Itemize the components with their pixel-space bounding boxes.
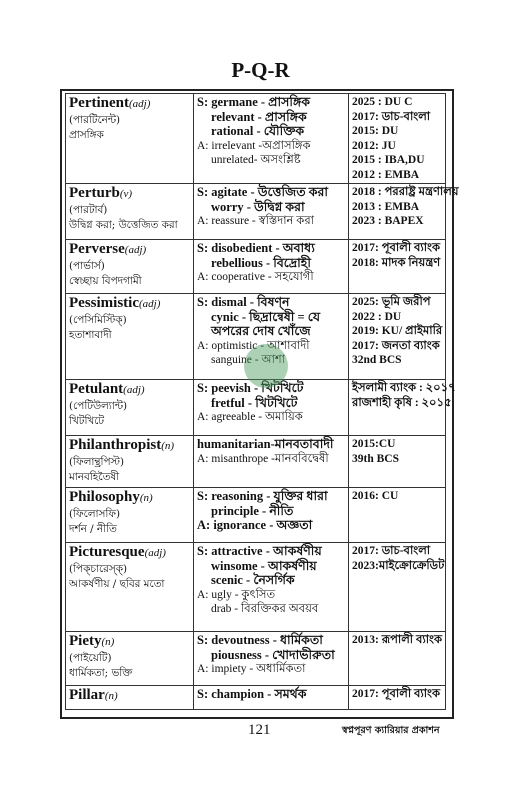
headword [69,633,190,651]
word-cell [66,240,194,294]
pronunciation: (পাইয়েটি) [69,652,112,664]
word-cell [66,436,194,488]
synonym-line: rebellious - বিদ্রোহী [211,255,311,270]
exam-reference: 2015 : IBA,DU [352,154,425,166]
table-row [66,632,446,686]
synonym-line: A: ignorance - অজ্ঞতা [197,518,313,533]
table-row [66,543,446,632]
exam-reference-cell [349,184,459,240]
headword [69,544,190,562]
antonym-line: A: agreeable - অমায়িক [197,411,303,424]
synonym-antonym-cell [194,380,349,436]
part-of-speech: (n) [104,690,118,702]
exam-reference: 2012 : EMBA [352,168,420,181]
headword-text: Picturesque [69,544,145,560]
exam-reference: 2012: JU [352,139,396,152]
headword [69,687,190,705]
table-row [66,240,446,294]
exam-reference-cell [349,543,446,632]
exam-reference: 2017: পূবালী ব্যাংক [352,688,441,700]
pronunciation: (পারটার্ব) [69,204,108,216]
exam-reference-cell [349,294,446,380]
synonym-line: relevant - প্রাসঙ্গিক [211,109,307,124]
exam-reference: 2019: KU/ প্রাইমারি [352,325,443,337]
synonym-line: cynic - ছিদ্রান্বেষী = যে [211,309,321,324]
word-cell [66,543,194,632]
headword [69,489,190,507]
synonym-line: scenic - নৈসর্গিক [211,573,295,588]
synonym-line: humanitarian-মানবতাবাদী [197,437,334,451]
part-of-speech: (n) [101,636,115,648]
synonym-line: S: attractive - আকর্ষণীয় [197,544,322,558]
headword-text: Pertinent [69,95,129,111]
exam-reference: 2013: রূপালী ব্যাংক [352,634,443,646]
synonym-line: S: disobedient - অবাধ্য [197,241,315,255]
word-cell [66,632,194,686]
table-row [66,184,446,240]
synonym-line: piousness - খোদাভীরুতা [211,647,335,662]
antonym-line: A: ugly - কুৎসিত [197,588,276,601]
synonym-line: S: agitate - উত্তেজিত করা [197,185,328,199]
word-cell [66,380,194,436]
bangla-meaning: ধার্মিকতা; ভক্তি [69,666,133,679]
headword [69,437,190,455]
synonym-antonym-cell [194,686,349,710]
antonym-line: A: misanthrope -মানববিদ্বেষী [197,452,329,465]
exam-reference: 2017: ডাচ-বাংলা [352,110,431,123]
table-row [66,488,446,543]
exam-reference-cell [349,240,446,294]
table-row [66,436,446,488]
headword-text: Perverse [69,241,125,257]
word-cell [66,294,194,380]
synonym-antonym-cell [194,632,349,686]
pronunciation: (ফিলান্থ্রপিস্ট) [69,456,125,468]
synonym-line: S: germane - প্রাসঙ্গিক [197,95,310,109]
synonym-antonym-cell [194,488,349,543]
table-row [66,94,446,184]
part-of-speech: (n) [161,440,175,452]
exam-reference: 2025: ভূমি জরীপ [352,296,431,308]
word-cell [66,184,194,240]
synonym-line: S: reasoning - যুক্তির ধারা [197,489,328,503]
part-of-speech: (n) [139,492,153,504]
synonym-antonym-cell [194,436,349,488]
bangla-meaning: আকর্ষণীয় / ছবির মতো [69,577,165,590]
table-row [66,380,446,436]
pronunciation: (পারটিনেন্ট) [69,114,121,126]
exam-reference: রাজশাহী কৃষি : ২০১৫ [352,396,452,409]
exam-reference-cell [349,686,446,710]
exam-reference-cell [349,488,446,543]
exam-reference: 2015: DU [352,125,399,137]
pronunciation: (পার্ভার্স) [69,260,105,272]
exam-reference: 2018 : পররাষ্ট্র মন্ত্রণালয় [352,186,459,198]
bangla-meaning: হতাশাবাদী [69,328,112,341]
word-cell [66,686,194,710]
headword-text: Pillar [69,687,105,703]
synonym-line: fretful - খিটখিটে [211,395,298,410]
synonym-line: winsome - আকর্ষণীয় [211,558,317,573]
antonym-line: A: impiety - অধার্মিকতা [197,663,306,676]
synonym-line: S: devoutness - ধার্মিকতা [197,633,323,647]
exam-reference: 2017: জনতা ব্যাংক [352,339,440,352]
headword-text: Petulant [69,381,124,397]
part-of-speech: (adj) [123,384,145,396]
headword-text: Pessimistic [69,295,139,311]
synonym-line: rational - যৌক্তিক [211,124,305,139]
exam-reference: 2023:মাইক্রোক্রেডিট [352,559,445,572]
bangla-meaning: খিটখিটে [69,414,105,427]
headword-text: Piety [69,633,102,649]
headword [69,295,190,313]
watermark-logo-icon [244,344,288,388]
table-row [66,686,446,710]
antonym-line: sanguine - আশা [211,354,286,367]
bangla-meaning: স্বেচ্ছায় বিপদগামী [69,274,142,287]
exam-reference-cell [349,632,446,686]
exam-reference-cell [349,94,446,184]
exam-reference: 2017: পূবালী ব্যাংক [352,242,441,254]
exam-reference-cell [349,436,446,488]
exam-reference: 2016: CU [352,490,399,502]
antonym-line: unrelated- অসংশ্লিষ্ট [211,154,301,167]
publisher-name: স্বপ্নপূরণ ক্যারিয়ার প্রকাশন [342,725,440,736]
exam-reference-cell [349,380,456,436]
exam-reference: 2023 : BAPEX [352,215,424,227]
word-cell [66,488,194,543]
exam-reference: 2015:CU [352,438,396,450]
pronunciation: (পেটিউল্যান্ট) [69,400,128,412]
exam-reference: 32nd BCS [352,354,402,366]
synonym-line: principle - নীতি [211,503,294,518]
headword-text: Philanthropist [69,437,162,453]
exam-reference: 2022 : DU [352,310,402,323]
page-number: 121 [248,722,271,738]
antonym-line: A: reassure - স্বস্তিদান করা [197,215,315,228]
headword [69,185,190,203]
exam-reference: 2017: ডাচ-বাংলা [352,545,431,557]
part-of-speech: (adj) [144,547,166,559]
exam-reference: 39th BCS [352,452,399,465]
exam-reference: 2018: মাদক নিয়ন্ত্রণ [352,256,441,269]
pronunciation: (পেসিমিস্টিক্) [69,314,127,326]
part-of-speech: (adj) [138,298,161,310]
synonym-line: S: champion - সমর্থক [197,687,307,701]
antonym-line: A: cooperative - সহযোগী [197,271,314,284]
part-of-speech: (adj) [128,98,151,110]
antonym-line: drab - বিরক্তিকর অবয়ব [211,603,319,616]
word-cell [66,94,194,184]
antonym-line: A: irrelevant -অপ্রাসঙ্গিক [197,139,311,152]
exam-reference: 2025 : DU C [352,96,413,108]
synonym-line: অপরের দোষ খোঁজে [211,324,311,339]
bangla-meaning: উদ্বিগ্ন করা; উত্তেজিত করা [69,218,178,231]
synonym-line: worry - উদ্বিগ্ন করা [211,199,305,214]
vocabulary-table [65,93,459,710]
part-of-speech: (adj) [124,244,147,256]
page-title: P-Q-R [231,58,290,82]
bangla-meaning: দর্শন / নীতি [69,522,117,535]
headword [69,381,190,399]
exam-reference: 2013 : EMBA [352,200,420,213]
synonym-line: S: dismal - বিষণ্ন [197,295,290,309]
synonym-antonym-cell [194,184,349,240]
headword-text: Perturb [69,185,120,201]
synonym-line: S: peevish - খিটখিটে [197,381,304,395]
antonym-line: A: optimistic - আশাবাদী [197,339,310,352]
headword [69,95,190,113]
synonym-antonym-cell [194,94,349,184]
headword [69,241,190,259]
synonym-antonym-cell [194,240,349,294]
pronunciation: (পিক্চারেস্ক্) [69,563,128,575]
bangla-meaning: প্রাসঙ্গিক [69,128,104,141]
pronunciation: (ফিলোসফি) [69,508,121,520]
part-of-speech: (v) [119,188,133,200]
bangla-meaning: মানবহিতৈষী [69,470,120,483]
exam-reference: ইসলামী ব্যাংক : ২০১৭ [352,382,456,394]
synonym-antonym-cell [194,543,349,632]
headword-text: Philosophy [69,489,140,505]
